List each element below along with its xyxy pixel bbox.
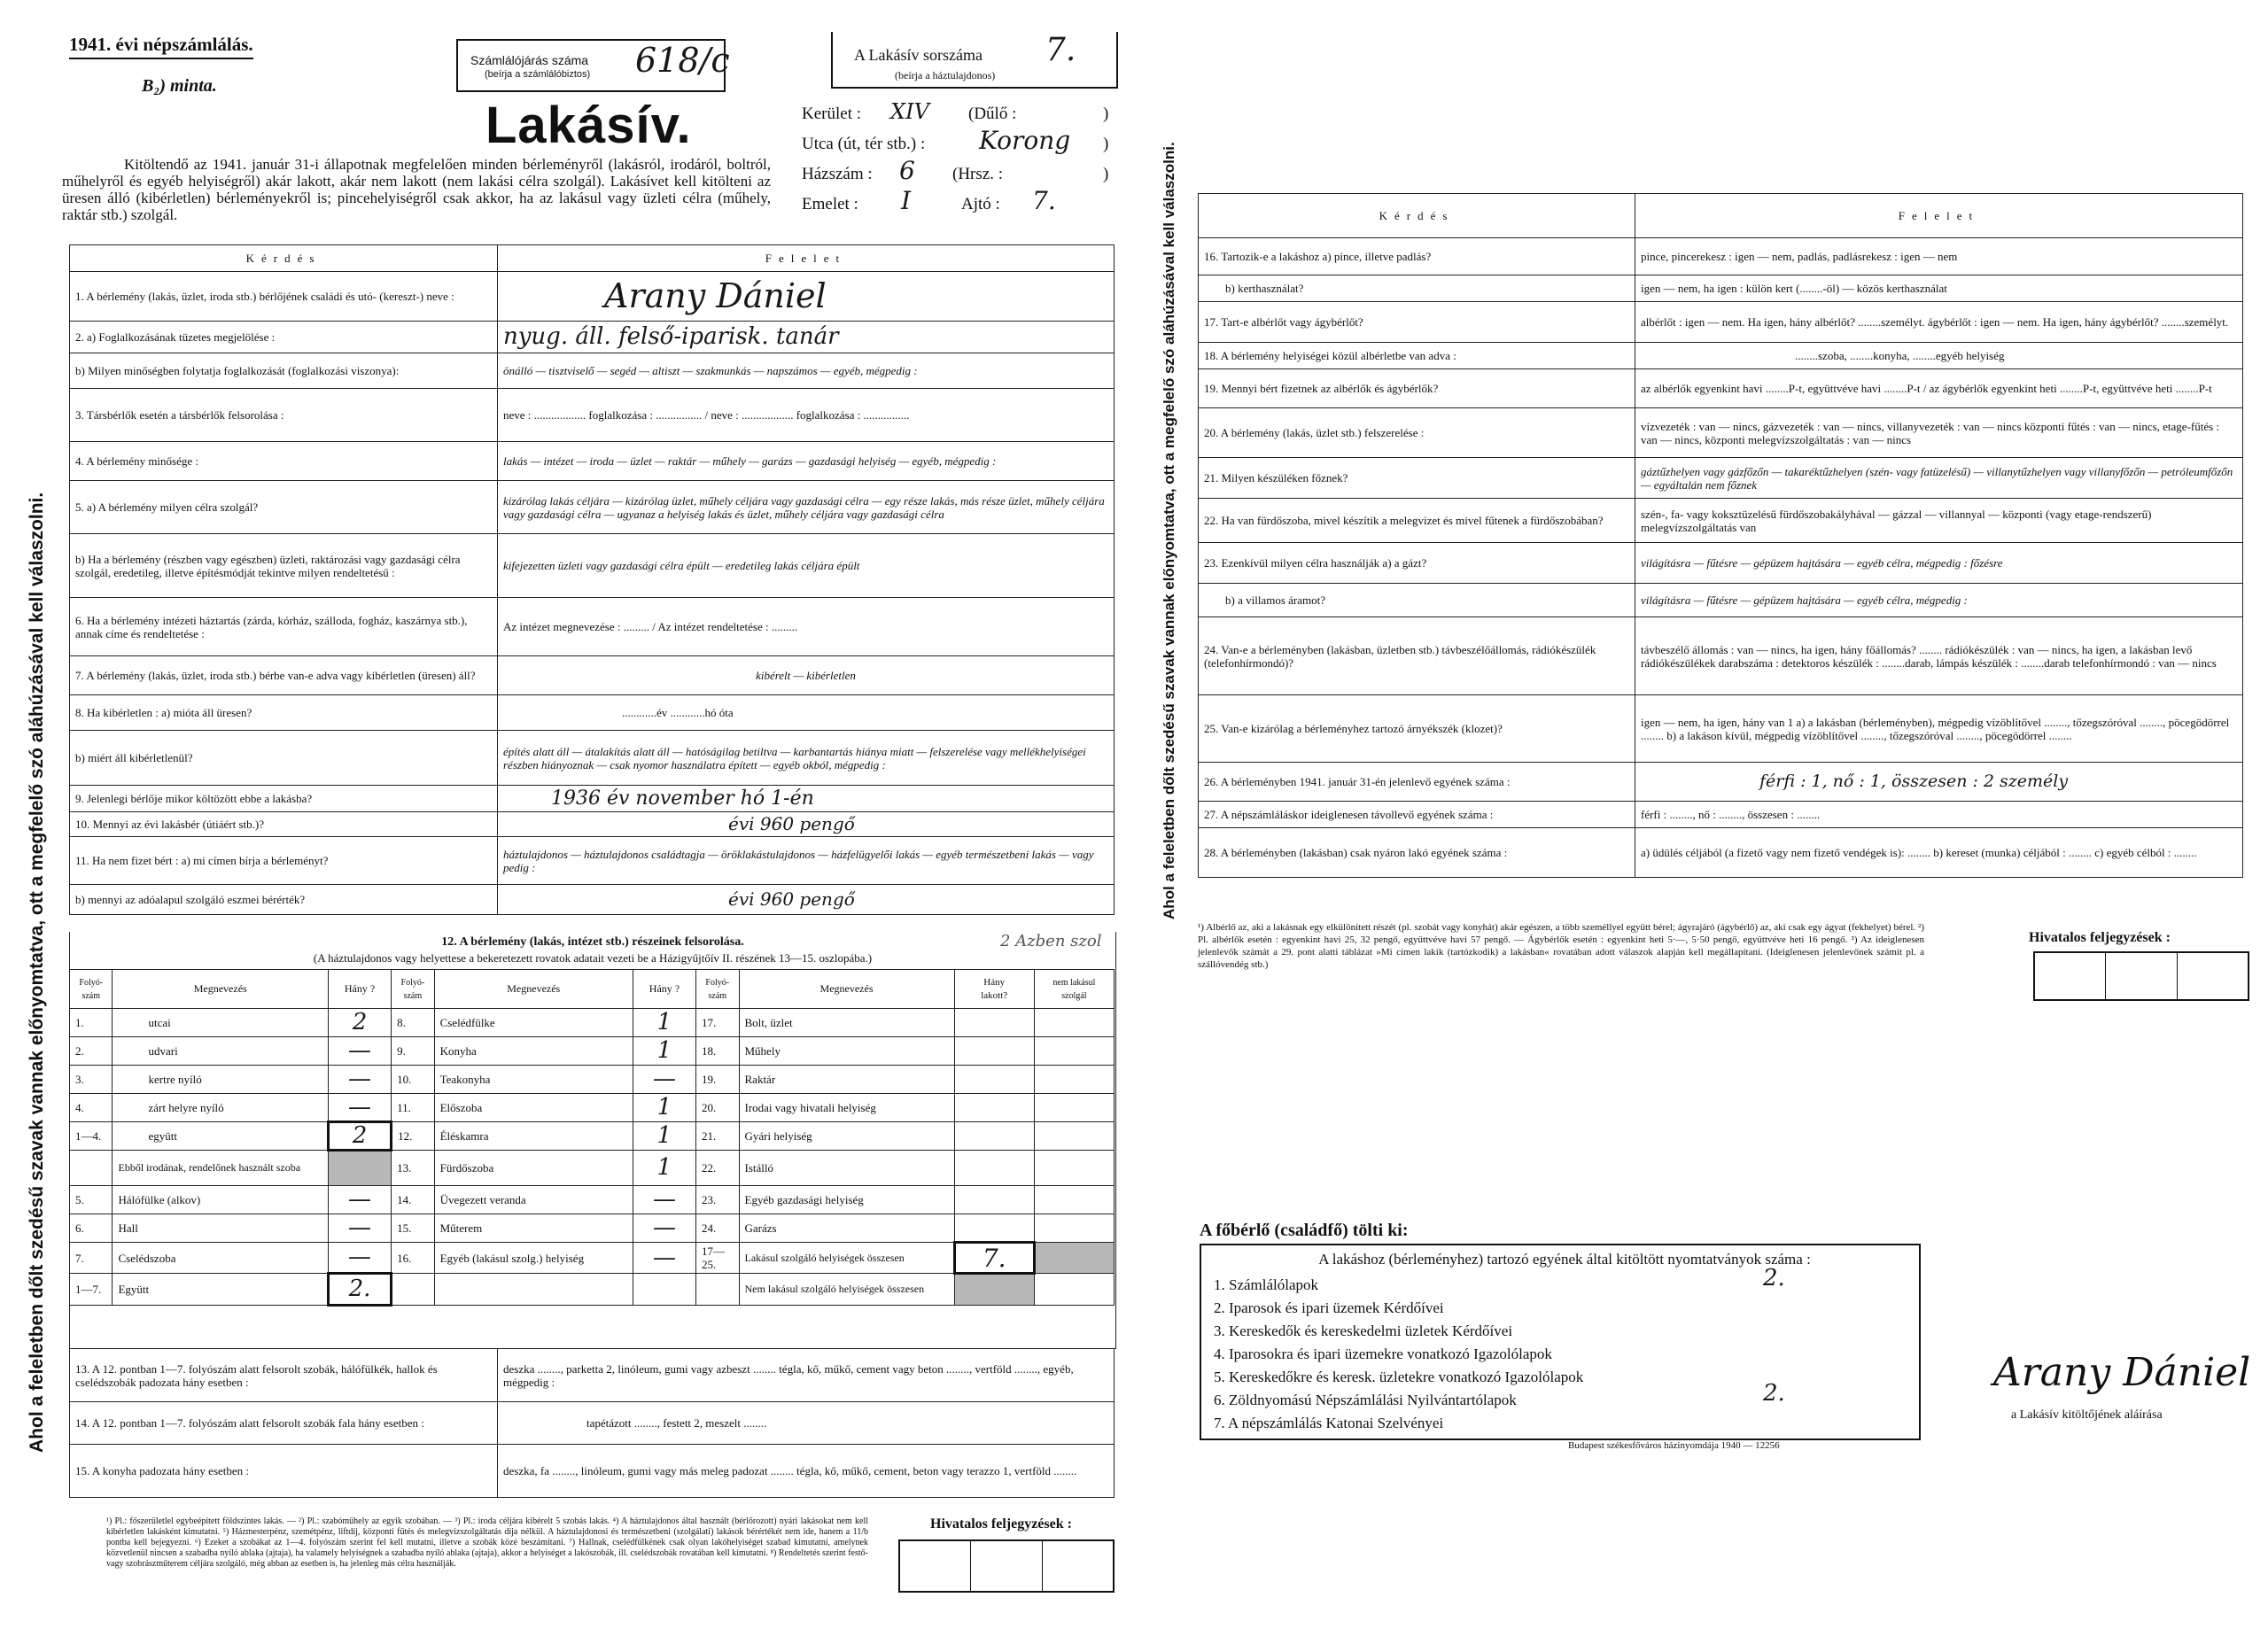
room-no: 17. xyxy=(696,1009,739,1037)
district-value: XIV xyxy=(890,99,929,124)
rooms-head-name-3: Megnevezés xyxy=(739,970,954,1009)
answer-16a: pince, pincerekesz : igen — nem, padlás, padlásrekesz : igen — nem xyxy=(1635,238,2243,275)
count-district-value: 618/c xyxy=(635,41,730,80)
rooms-subtitle: (A háztulajdonos vagy helyettese a bekeretezett rovatok adatait vezeti be a Házigyűjtőív II. részének 13—15. oszlopába.) xyxy=(313,951,873,965)
question-10: 10. Mennyi az évi lakásbér (útiáért stb.)? xyxy=(70,812,498,837)
room-name: Istálló xyxy=(739,1151,954,1186)
col-header-answer: Felelet xyxy=(498,245,1115,272)
question-16a: 16. Tartozik-e a lakáshoz a) pince, illetve padlás? xyxy=(1199,238,1635,275)
room-name: Teakonyha xyxy=(434,1066,633,1094)
room-lakott xyxy=(954,1094,1034,1122)
room-nem xyxy=(1034,1214,1114,1243)
room-lakott: 7. xyxy=(954,1243,1034,1274)
room-no: 9. xyxy=(392,1037,434,1066)
question-11a: 11. Ha nem fizet bért : a) mi címen bírja a bérleményt? xyxy=(70,837,498,885)
forms-list xyxy=(1214,1265,1887,1435)
answer-9: 1936 év november hó 1-én xyxy=(498,786,1115,812)
answer-7: kibérelt — kibérletlen xyxy=(498,656,1115,695)
room-name xyxy=(434,1274,633,1306)
question-2a: 2. a) Foglalkozásának tüzetes megjelölése : xyxy=(70,322,498,353)
census-title: 1941. évi népszámlálás. xyxy=(69,34,253,59)
signature: Arany Dániel xyxy=(1993,1350,2251,1395)
answer-18: ........szoba, ........konyha, ........egyéb helyiség xyxy=(1635,343,2243,369)
room-count: — xyxy=(328,1037,391,1066)
answer-5a: kizárólag lakás céljára — kizárólag üzlet, műhely céljára vagy gazdasági célra — egy része lakás, más része üzlet, műhely céljára vagy gazdasági célra — ugyanaz a helyiség lakás és üzlet, műhely céljára vagy gazdasági célra xyxy=(498,481,1115,534)
question-25: 25. Van-e kizárólag a bérleményhez tartozó árnyékszék (klozet)? xyxy=(1199,695,1635,763)
form-code: B₂) minta. xyxy=(142,76,217,96)
question-5b: b) Ha a bérlemény (részben vagy egészben) üzleti, raktározási vagy gazdasági célra szolgál, eredetileg, illetve építésmódját tekintve milyen rendeltetésű : xyxy=(70,534,498,598)
answer-24: távbeszélő állomás : van — nincs, ha igen, hány főállomás? ........ rádiókészülék : van — nincs, ha igen, a lakásban levő rádiókészülékek darabszáma : detektoros készülék : ........darab, lámpás készülék : ........darab telefonhírmondó : van — nincs xyxy=(1635,617,2243,695)
question-2b: b) Milyen minőségben folytatja foglalkozását (foglalkozási viszonya): xyxy=(70,353,498,389)
question-21: 21. Milyen készüléken főznek? xyxy=(1199,458,1635,499)
room-no: 1. xyxy=(70,1009,113,1037)
count-district-box xyxy=(456,39,730,92)
room-name: Hall xyxy=(113,1214,328,1243)
forms-intro: A lakáshoz (bérleményhez) tartozó egyének által kitöltött nyomtatványok száma : xyxy=(1318,1251,1811,1268)
rooms-head-no-1: Folyó-szám xyxy=(70,970,113,1009)
answer-23a: világításra — fűtésre — gépüzem hajtására — egyéb célra, mégpedig : főzésre xyxy=(1635,543,2243,584)
room-no: 8. xyxy=(392,1009,434,1037)
street-label: Utca (út, tér stb.) : xyxy=(802,135,926,153)
floor-label: Emelet : xyxy=(802,195,858,213)
house-number-label: Házszám : xyxy=(802,165,873,183)
question-28: 28. A bérleményben (lakásban) csak nyáron lakó egyének száma : xyxy=(1199,828,1635,878)
room-name: együtt xyxy=(113,1122,328,1151)
count-district-label: Számlálójárás száma xyxy=(470,53,589,67)
right-official-notes-label: Hivatalos feljegyzések : xyxy=(2029,930,2171,945)
room-no: 14. xyxy=(392,1186,434,1214)
question-15: 15. A konyha padozata hány esetben : xyxy=(70,1445,498,1498)
room-no: 4. xyxy=(70,1094,113,1122)
room-name: Együtt xyxy=(113,1274,328,1306)
answer-20: vízvezeték : van — nincs, gázvezeték : van — nincs, villanyvezeték : van — nincs központi fűtés : van — nincs, etage-fűtés : van — nincs, központi melegvízszolgáltatás : van — nincs xyxy=(1635,408,2243,458)
rooms-head-count-2: Hány ? xyxy=(633,970,695,1009)
question-9: 9. Jelenlegi bérlője mikor költözött ebbe a lakásba? xyxy=(70,786,498,812)
answer-2a: nyug. áll. felső-iparisk. tanár xyxy=(498,322,1115,353)
question-22: 22. Ha van fürdőszoba, mivel készítik a melegvizet és mivel fűtenek a fürdőszobában? xyxy=(1199,499,1635,543)
room-count: 2 xyxy=(328,1122,391,1151)
room-no: 2. xyxy=(70,1037,113,1066)
answer-13: deszka ........, parketta 2, linóleum, gumi vagy azbeszt ........ tégla, kő, műkő, cement vagy beton ........, vertföld ........, egyéb, mégpedig : xyxy=(498,1349,1115,1402)
question-26: 26. A bérleményben 1941. január 31-én jelenlevő egyének száma : xyxy=(1199,763,1635,802)
room-no: 11. xyxy=(392,1094,434,1122)
forms-box xyxy=(1200,1244,1921,1440)
room-no xyxy=(696,1274,739,1306)
question-23b: b) a villamos áramot? xyxy=(1199,584,1635,617)
room-count: — xyxy=(328,1243,391,1274)
room-count: 1 xyxy=(633,1151,695,1186)
rooms-table xyxy=(69,969,1115,1307)
answer-16b: igen — nem, ha igen : külön kert (........-öl) — közös kerthasználat xyxy=(1635,275,2243,302)
answer-22: szén-, fa- vagy koksztüzelésű fürdőszobakályhával — gázzal — villannyal — központi (vagy etage-rendszerű) melegvízszolgáltatás van xyxy=(1635,499,2243,543)
room-name: Bolt, üzlet xyxy=(739,1009,954,1037)
left-page xyxy=(0,0,1130,1644)
room-name: kertre nyíló xyxy=(113,1066,328,1094)
question-14: 14. A 12. pontban 1—7. folyószám alatt felsorolt szobák fala hány esetben : xyxy=(70,1402,498,1445)
room-count: 1 xyxy=(633,1122,695,1151)
room-lakott xyxy=(954,1122,1034,1151)
sheet-number-note: (beírja a háztulajdonos) xyxy=(895,69,996,81)
answer-10: évi 960 pengő xyxy=(498,812,1115,837)
answer-25: igen — nem, ha igen, hány van 1 a) a lakásban (bérleményben), mégpedig vízöblítővel ........, tőzegszóróval ........, pöcegödörrel ........ b) a lakáson kívül, mégpedig vízöblítővel ........, tőzegszóróval ........, pöcegödörrel ........ xyxy=(1635,695,2243,763)
right-question-table xyxy=(1198,193,2243,878)
room-name: Éléskamra xyxy=(434,1122,633,1151)
room-nem xyxy=(1034,1066,1114,1094)
answer-11a: háztulajdonos — háztulajdonos családtagja — öröklakástulajdonos — házfelügyelői lakás — egyéb természetbeni lakás — vagy pedig : xyxy=(498,837,1115,885)
forms-item: 5. Kereskedőkre és keresk. üzletekre vonatkozó Igazolólapok xyxy=(1214,1369,1584,1385)
room-name: Cselédfülke xyxy=(434,1009,633,1037)
room-lakott xyxy=(954,1186,1034,1214)
question-13: 13. A 12. pontban 1—7. folyószám alatt felsorolt szobák, hálófülkék, hallok és cselédszobák padozata hány esetben : xyxy=(70,1349,498,1402)
answer-2b: önálló — tisztviselő — segéd — altiszt — szakmunkás — napszámos — egyéb, mégpedig : xyxy=(498,353,1115,389)
room-count: 2 xyxy=(328,1009,391,1037)
room-count: — xyxy=(328,1094,391,1122)
room-name: Cselédszoba xyxy=(113,1243,328,1274)
question-6: 6. Ha a bérlemény intézeti háztartás (zárda, kórház, szálloda, fogház, kaszárnya stb.), annak címe és rendeltetése : xyxy=(70,598,498,656)
room-name: Irodai vagy hivatali helyiség xyxy=(739,1094,954,1122)
answer-28: a) üdülés céljából (a fizető vagy nem fizető vendégek is): ........ b) kereset (munka) céljából : ........ c) egyéb célból : ........ xyxy=(1635,828,2243,878)
room-count: — xyxy=(328,1186,391,1214)
answer-15: deszka, fa ........, linóleum, gumi vagy más meleg padozat ........ tégla, kő, műkő, cement, beton vagy terazzo 1, vertföld ........ xyxy=(498,1445,1115,1498)
room-no: 6. xyxy=(70,1214,113,1243)
forms-item: 1. Számlálólapok 2. xyxy=(1214,1265,1785,1293)
question-8b: b) miért áll kibérletlenül? xyxy=(70,731,498,786)
right-official-notes-box xyxy=(2033,951,2249,1001)
room-no: 12. xyxy=(392,1122,434,1151)
room-name: Előszoba xyxy=(434,1094,633,1122)
floor-value: I xyxy=(901,186,912,215)
room-lakott xyxy=(954,1151,1034,1186)
question-7: 7. A bérlemény (lakás, üzlet, iroda stb.) bérbe van-e adva vagy kibérletlen (üresen) áll? xyxy=(70,656,498,695)
rooms-head-no-3: Folyó-szám xyxy=(696,970,739,1009)
room-lakott xyxy=(954,1274,1034,1306)
district-label: Kerület : xyxy=(802,105,862,123)
room-name: Egyéb (lakásul szolg.) helyiség xyxy=(434,1243,633,1274)
room-no: 24. xyxy=(696,1214,739,1243)
main-tenant-title: A főbérlő (családfő) tölti ki: xyxy=(1200,1221,1409,1240)
room-no: 1—4. xyxy=(70,1122,113,1151)
room-no: 18. xyxy=(696,1037,739,1066)
address-block: Kerület : XIV (Dűlő : ) Utca (út, tér stb.) : Korong ) Házszám : 6 (Hrsz. : ) Emelet : I Ajtó : 7. xyxy=(802,99,1109,215)
main-title: Lakásív. xyxy=(485,97,692,154)
room-name: Raktár xyxy=(739,1066,954,1094)
house-number-value: 6 xyxy=(899,156,915,185)
room-no: 15. xyxy=(392,1214,434,1243)
question-18: 18. A bérlemény helyiségei közül albérletbe van adva : xyxy=(1199,343,1635,369)
room-no: 20. xyxy=(696,1094,739,1122)
room-name: Gyári helyiség xyxy=(739,1122,954,1151)
room-no: 3. xyxy=(70,1066,113,1094)
answer-3: neve : .................. foglalkozása : ................ / neve : .................. foglalkozása : ................ xyxy=(498,389,1115,442)
count-district-note: (beírja a számlálóbiztos) xyxy=(485,69,591,80)
answer-19: az albérlők egyenkint havi ........P-t, együttvéve havi ........P-t / az ágybérlők egyenkint heti ........P-t, együttvéve heti ........P-t xyxy=(1635,369,2243,408)
room-no: 7. xyxy=(70,1243,113,1274)
room-count: — xyxy=(633,1066,695,1094)
room-name: utcai xyxy=(113,1009,328,1037)
question-5a: 5. a) A bérlemény milyen célra szolgál? xyxy=(70,481,498,534)
room-no: 21. xyxy=(696,1122,739,1151)
room-name: Lakásul szolgáló helyiségek összesen xyxy=(739,1243,954,1274)
room-no: 10. xyxy=(392,1066,434,1094)
col-header-question: Kérdés xyxy=(70,245,498,272)
rooms-stamp: 2 Azben szol xyxy=(1000,932,1102,950)
rooms-head-nem: nem lakásul szolgál xyxy=(1034,970,1114,1009)
room-count: — xyxy=(328,1214,391,1243)
answer-1: Arany Dániel xyxy=(498,272,1115,322)
room-nem xyxy=(1034,1274,1114,1306)
left-side-note: Ahol a feleletben dőlt szedésű szavak vannak előnyomtatva, ott a megfelelő szó aláhúzásával kell válaszolni. xyxy=(27,492,47,1453)
forms-item: 6. Zöldnyomású Népszámlálási Nyilvántartólapok 2. xyxy=(1214,1380,1785,1408)
right-side-note: Ahol a feleletben dőlt szedésű szavak vannak előnyomtatva, ott a megfelelő szó aláhúzásával kell válaszolni. xyxy=(1161,142,1177,919)
room-count: 1 xyxy=(633,1009,695,1037)
room-nem xyxy=(1034,1037,1114,1066)
room-name: Nem lakásul szolgáló helyiségek összesen xyxy=(739,1274,954,1306)
room-nem xyxy=(1034,1009,1114,1037)
rooms-head-count-1: Hány ? xyxy=(328,970,391,1009)
col-header-answer: Felelet xyxy=(1635,194,2243,238)
question-8a: 8. Ha kibérletlen : a) mióta áll üresen? xyxy=(70,695,498,731)
answer-4: lakás — intézet — iroda — üzlet — raktár — műhely — garázs — gazdasági helyiség — egyéb, mégpedig : xyxy=(498,442,1115,481)
left-footnotes: ¹) Pl.: főszerületlel egybeépített földszintes lakás. — ²) Pl.: szabóműhely az egyik szobában. — ³) Pl.: iroda céljára kibérelt 5 szobás lakás. ⁴) A háztulajdonos által használt (bérlőrozott) nyári lakásokat nem kell kibérletlen lakásként kimutatni. ⁵) Házmesterpénz, szemétpénz, liftdíj, központi fűtés és melegvízszolgáltatás díja nélkül. A háztulajdonosi és természetbeni (szolgálati) lakások bérértékét nem ide, hanem a 11/b pontba kell bejegyezni. ⁶) Ezeket a szobákat az 1—4. folyószám szerint fel kell mutatni, illetve a szobák közé beszámítani. ⁷) Hallnak, cselédfülkének csak olyan lakóhelyiséget szabad kimutatni, amelynek közvetlenül nincsen a szabadba nyíló ablaka (ajtaja), ha valamely helyiségnek a szabadba nyíló ablaka (ajtaja), akkor a helyiséget a lakószobák, ill. cselédszobák rovatában kell kimutatni. ⁸) Rendeltetés szerint festő- vagy szobrászműterem céljára szolgáló, még abban az esetben is, ha jelenleg más célra használják. xyxy=(106,1516,868,1569)
intro-text: Kitöltendő az 1941. január 31-i állapotnak megfelelően minden bérleményről (lakásról, irodáról, boltról, műhelyről és egyéb helyiségről) akár lakott, akár nem lakott (nem lakási célra szolgál). Lakásívet kell kitölteni az üresen álló (kibérletlen) bérleményekről is; pincehelyiségről csak akkor, ha az lakásul vagy üzleti célra (műhely, raktár stb.) szolgál. xyxy=(62,156,771,223)
dulo-label: (Dűlő : xyxy=(968,105,1017,123)
room-name: Ebből irodának, rendelőnek használt szoba xyxy=(113,1151,328,1186)
room-name: Műhely xyxy=(739,1037,954,1066)
room-count: 1 xyxy=(633,1037,695,1066)
rooms-head-no-2: Folyó-szám xyxy=(392,970,434,1009)
left-official-notes-box xyxy=(898,1539,1115,1593)
forms-item: 4. Iparosokra és ipari üzemekre vonatkozó Igazolólapok xyxy=(1214,1345,1552,1362)
room-nem xyxy=(1034,1243,1114,1274)
answer-8a: ............év ............hó óta xyxy=(498,695,1115,731)
room-count: — xyxy=(633,1243,695,1274)
room-no: 23. xyxy=(696,1186,739,1214)
rooms-head-hany: Hány xyxy=(983,976,1006,988)
room-no xyxy=(70,1151,113,1186)
sheet-number-box xyxy=(831,32,1118,89)
room-count xyxy=(633,1274,695,1306)
question-27: 27. A népszámláláskor ideiglenesen távollevő egyének száma : xyxy=(1199,802,1635,828)
room-no: 16. xyxy=(392,1243,434,1274)
room-no: 13. xyxy=(392,1151,434,1186)
rooms-head-lakott-label: lakott? xyxy=(981,989,1008,1001)
street-value: Korong xyxy=(979,126,1071,155)
answer-11b: évi 960 pengő xyxy=(498,885,1115,915)
forms-item: 2. Iparosok és ipari üzemek Kérdőívei xyxy=(1214,1299,1444,1316)
room-name: zárt helyre nyíló xyxy=(113,1094,328,1122)
rooms-head-name-2: Megnevezés xyxy=(434,970,633,1009)
room-count xyxy=(328,1151,391,1186)
question-23a: 23. Ezenkívül milyen célra használják a) a gázt? xyxy=(1199,543,1635,584)
answer-21: gáztűzhelyen vagy gázfőzőn — takaréktűzhelyen (szén- vagy fatüzelésű) — villanytűzhelyen vagy villanyfőzőn — petróleumfőzőn — egyáltalán nem főznek xyxy=(1635,458,2243,499)
room-lakott xyxy=(954,1037,1034,1066)
rooms-title: 12. A bérlemény (lakás, intézet stb.) részeinek felsorolása. xyxy=(441,935,744,949)
question-16b: b) kerthasználat? xyxy=(1199,275,1635,302)
forms-item: 7. A népszámlálás Katonai Szelvényei xyxy=(1214,1415,1444,1431)
room-name: udvari xyxy=(113,1037,328,1066)
room-count: — xyxy=(633,1186,695,1214)
room-name: Fürdőszoba xyxy=(434,1151,633,1186)
answer-26: férfi : 1, nő : 1, összesen : 2 személy xyxy=(1635,763,2243,802)
room-nem xyxy=(1034,1151,1114,1186)
room-lakott xyxy=(954,1009,1034,1037)
room-no: 22. xyxy=(696,1151,739,1186)
room-no: 19. xyxy=(696,1066,739,1094)
sheet-number-label: A Lakásív sorszáma xyxy=(854,46,983,64)
door-value: 7. xyxy=(1032,186,1056,215)
room-no xyxy=(392,1274,434,1306)
question-1: 1. A bérlemény (lakás, üzlet, iroda stb.) bérlőjének családi és utó- (kereszt-) neve : xyxy=(70,272,498,322)
room-lakott xyxy=(954,1066,1034,1094)
question-24: 24. Van-e a bérleményben (lakásban, üzletben stb.) távbeszélőállomás, rádiókészülék (telefonhírmondó)? xyxy=(1199,617,1635,695)
question-20: 20. A bérlemény (lakás, üzlet stb.) felszerelése : xyxy=(1199,408,1635,458)
hrsz-label: (Hrsz. : xyxy=(952,165,1003,183)
room-nem xyxy=(1034,1094,1114,1122)
door-label: Ajtó : xyxy=(961,195,1000,213)
room-count: 2. xyxy=(328,1274,391,1306)
room-count: — xyxy=(633,1214,695,1243)
question-19: 19. Mennyi bért fizetnek az albérlők és ágybérlők? xyxy=(1199,369,1635,408)
rooms-head-name-1: Megnevezés xyxy=(113,970,328,1009)
room-count: 1 xyxy=(633,1094,695,1122)
room-name: Üvegezett veranda xyxy=(434,1186,633,1214)
right-footnotes: ¹) Albérlő az, aki a lakásnak egy elkülönített részét (pl. szobát vagy konyhát) akár egészen, a több személlyel együtt bérel; ágyrajáró (ágybérlő) az, aki csak egy ágyat (fekhelyet) bérel. ²) Pl. albérlők esetén : egyenkint havi 25, 32 pengő, együttvéve havi 57 pengő. — Ágybérlők esetén : egyenkint heti 5·—, 5·50 pengő, együttvéve heti 16 pengő. ³) Az ideiglenesen jelenlevők számát a 29. pont alatti táblázat »Mi címen lakik (tartózkodik) a lakásban« rovatában adott válaszok alapján kell megállapítani. (Ideiglenesen jelenlevőnek számít pl. a szállóvendég stb.) xyxy=(1198,922,1924,970)
answer-27: férfi : ........, nő : ........, összesen : ........ xyxy=(1635,802,2243,828)
col-header-question: Kérdés xyxy=(1199,194,1635,238)
right-page xyxy=(1143,0,2268,1644)
answer-17: albérlőt : igen — nem. Ha igen, hány albérlőt? ........személyt. ágybérlőt : igen — nem. Ha igen, hány ágybérlőt? ........személyt. xyxy=(1635,302,2243,343)
room-no: 17—25. xyxy=(696,1243,739,1274)
question-4: 4. A bérlemény minősége : xyxy=(70,442,498,481)
answer-5b: kifejezetten üzleti vagy gazdasági célra épült — eredetileg lakás céljára épült xyxy=(498,534,1115,598)
room-name: Műterem xyxy=(434,1214,633,1243)
rooms-head-lakott xyxy=(954,970,1034,1009)
answer-8b: építés alatt áll — átalakítás alatt áll — hatóságilag betiltva — karbantartás hiánya miatt — felszerelése vagy mellékhelyiségei részben hiányoznak — csak nyomor használatra épített — egyéb okból, mégpedig : xyxy=(498,731,1115,786)
question-3: 3. Társbérlők esetén a társbérlők felsorolása : xyxy=(70,389,498,442)
room-name: Konyha xyxy=(434,1037,633,1066)
left-question-table xyxy=(69,244,1115,915)
room-nem xyxy=(1034,1122,1114,1151)
room-name: Hálófülke (alkov) xyxy=(113,1186,328,1214)
room-no: 1—7. xyxy=(70,1274,113,1306)
question-11b: b) mennyi az adóalapul szolgáló eszmei bérérték? xyxy=(70,885,498,915)
left-official-notes-label: Hivatalos feljegyzések : xyxy=(930,1516,1072,1532)
floor-table xyxy=(69,1348,1115,1498)
printer-line: Budapest székesfőváros házinyomdája 1940 — 12256 xyxy=(1568,1440,1780,1451)
room-count: — xyxy=(328,1066,391,1094)
room-no: 5. xyxy=(70,1186,113,1214)
forms-item: 3. Kereskedők és kereskedelmi üzletek Kérdőívei xyxy=(1214,1322,1513,1339)
room-name: Garázs xyxy=(739,1214,954,1243)
room-name: Egyéb gazdasági helyiség xyxy=(739,1186,954,1214)
room-lakott xyxy=(954,1214,1034,1243)
signature-caption: a Lakásív kitöltőjének aláírása xyxy=(2011,1408,2163,1422)
answer-23b: világításra — fűtésre — gépüzem hajtására — egyéb célra, mégpedig : xyxy=(1635,584,2243,617)
answer-14: tapétázott ........, festett 2, meszelt ........ xyxy=(498,1402,1115,1445)
answer-6: Az intézet megnevezése : ......... / Az intézet rendeltetése : ......... xyxy=(498,598,1115,656)
question-17: 17. Tart-e albérlőt vagy ágybérlőt? xyxy=(1199,302,1635,343)
sheet-number-value: 7. xyxy=(1045,32,1076,68)
room-nem xyxy=(1034,1186,1114,1214)
